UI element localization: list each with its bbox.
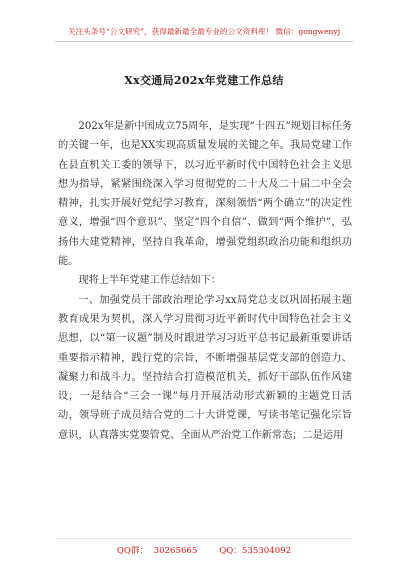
paragraph-intro: 202x年是新中国成立75周年，是实现“十四五”规划目标任务的关键一年，也是XX实现高质量发展的关键之年。我局党建工作在县直机关工委的领导下，以习近平新时代中国特色社会主义思想为指导，紧紧围绕深入学习贯彻党的二十大及二十届二中全会精神，扎实开展好党纪学习教育，深刻领悟“两个确立”的决定性意义，增强“四个意识”、坚定“四个自信”、做到“两个维护”，弘扬伟大建党精神，坚持自我革命，增强党组织政治功能和组织功能。 bbox=[58, 121, 352, 268]
footer-contact: QQ群： 30265665 QQ：535304092 bbox=[116, 546, 292, 556]
header-banner: 关注头条号“公文研究”，获得最新最全最专业的公文资料库！ 微信：gongwenyj bbox=[67, 27, 341, 36]
paragraph-section-one: 一、加强党员干部政治理论学习xx局党总支以巩固拓展主题教育成果为契机，深入学习贯彻习近平新时代中国特色社会主义思想，以“第一议题”制及时跟进学习习近平总书记最新重要讲话重要指示精神，践行党的宗旨，不断增强基层党支部的创造力、凝聚力和战斗力。坚持结合打造模范机关，抓好干部队伍作风建设，一是结合“三会一课”每月开展活动形式新颖的主题党日活动，领导班子成员结合党的二十大讲党课，写读书笔记强化宗旨意识，认真落实党要管党、全面从严治党工作新常态；二是运用 bbox=[58, 294, 352, 441]
header-divider bbox=[55, 41, 353, 42]
document-body bbox=[58, 117, 352, 445]
footer-divider bbox=[55, 538, 353, 539]
paragraph-summary-lead: 现将上半年党建工作总结如下： bbox=[78, 275, 222, 287]
document-title: Xx交通局202x年党建工作总结 bbox=[124, 74, 284, 87]
